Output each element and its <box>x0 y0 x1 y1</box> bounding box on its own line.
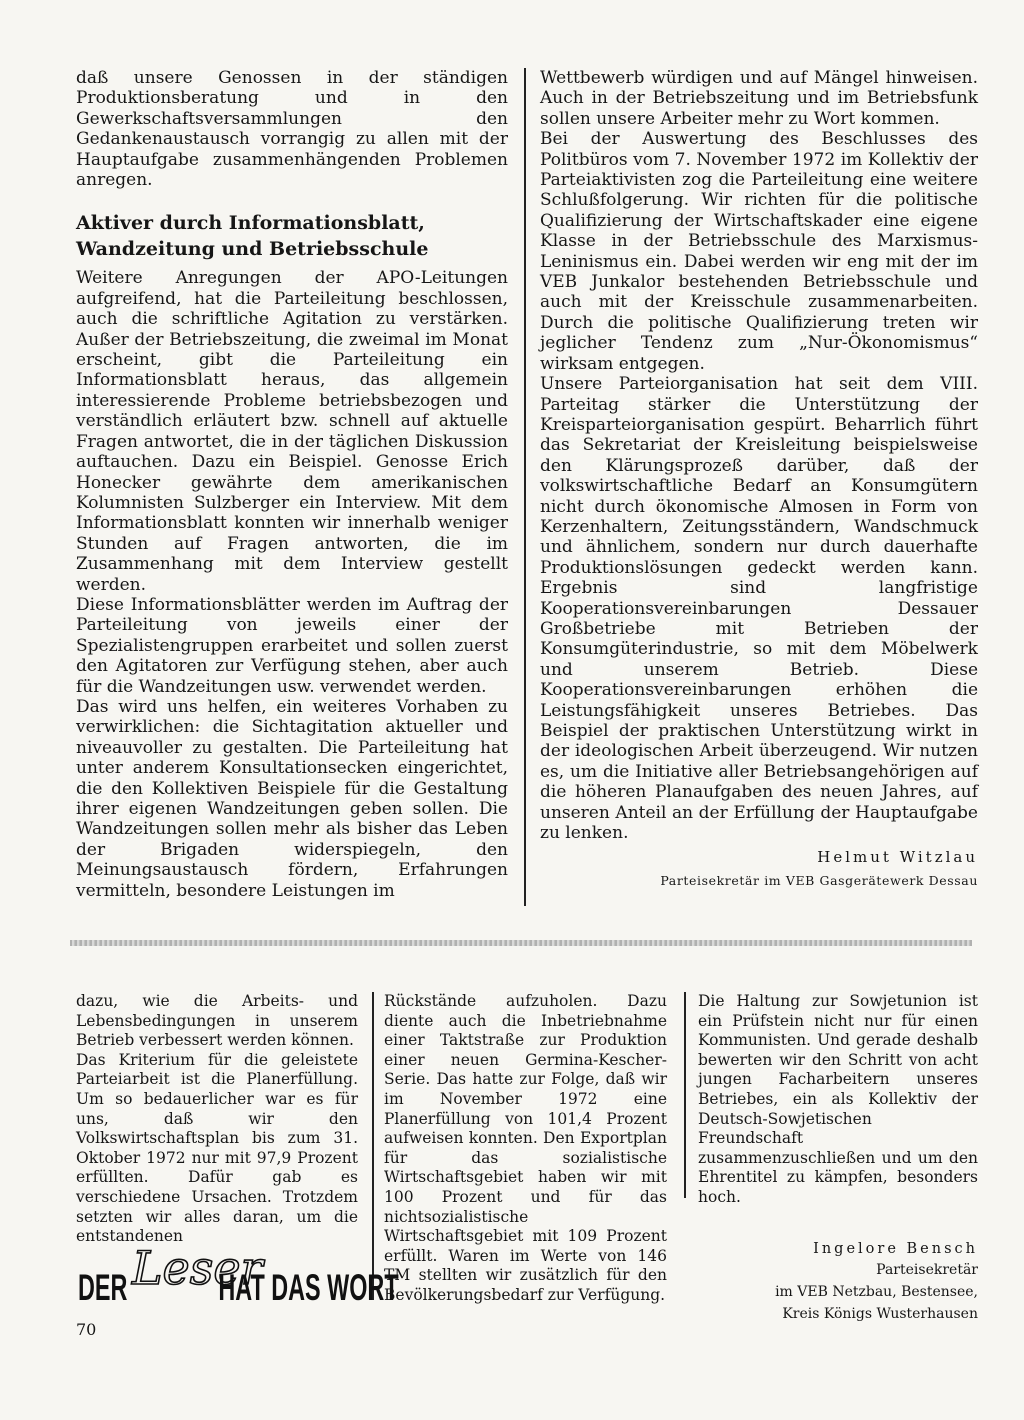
article-column-top-left <box>76 68 508 901</box>
paragraph: Die Haltung zur Sowjetunion ist ein Prüfstein nicht nur für einen Kommunisten. Und gerade deshalb bewerten wir den Schritt von acht jungen Facharbeitern unseres Betriebes, ein als Kollektiv der Deutsch-Sowjetischen Freundschaft zusammenzuschließen und um den Ehrentitel zu kämpfen, besonders hoch. <box>698 992 978 1206</box>
author-signature: Ingelore Bensch <box>813 1240 978 1257</box>
author-role: Parteisekretär im VEB Gasgerätewerk Dessau <box>660 872 978 888</box>
rubric-logo <box>78 1240 399 1309</box>
logo-text-script: Leser <box>132 1241 263 1295</box>
paragraph: Weitere Anregungen der APO-Leitungen aufgreifend, hat die Parteileitung beschlossen, auch die schriftliche Agitation zu verstärken. Außer der Betriebszeitung, die zweimal im Monat erscheint, gibt die Parteileitung ein Informationsblatt heraus, das allgemein interessierende Probleme betriebsbezogen und verständlich erläutert bzw. schnell auf aktuelle Fragen antwortet, die in der täglichen Diskussion auftauchen. Dazu ein Beispiel. Genosse Erich Honecker gewährte dem amerikanischen Kolumnisten Sulzberger ein Interview. Mit dem Informationsblatt konnten wir innerhalb weniger Stunden auf Fragen antworten, die im Zusammenhang mit dem Interview gestellt werden. <box>76 268 508 595</box>
paragraph: Wettbewerb würdigen und auf Mängel hinweisen. Auch in der Betriebszeitung und im Betriebsfunk sollen unsere Arbeiter mehr zu Wort kommen. <box>540 68 978 129</box>
article-column-bottom-1 <box>76 992 358 1247</box>
author-signature: Helmut Witzlau <box>817 848 978 867</box>
logo-text-left: DER <box>78 1266 128 1309</box>
section-heading-line: Wandzeitung und Betriebsschule <box>76 238 429 261</box>
column-divider <box>524 68 526 906</box>
paragraph: Das Kriterium für die geleistete Parteiarbeit ist die Planerfüllung. Um so bedauerlicher war es für uns, daß wir den Volkswirtschaftsplan bis zum 31. Oktober 1972 nur mit 97,9 Prozent erfüllten. Dafür gab es verschiedene Ursachen. Trotzdem setzten wir alles daran, um die entstandenen <box>76 1050 358 1246</box>
author-role: Parteisekretär <box>876 1262 978 1279</box>
paragraph: Bei der Auswertung des Beschlusses des Politbüros vom 7. November 1972 im Kollektiv der Parteiaktivisten zog die Parteileitung eine weitere Schlußfolgerung. Wir richten für die politische Qualifizierung der Wirtschaftskader eine eigene Klasse in der Betriebsschule des Marxismus-Leninismus ein. Dabei werden wir eng mit der im VEB Junkalor bestehenden Betriebsschule und auch mit der Kreisschule zusammenarbeiten. Durch die politische Qualifizierung treten wir jeglicher Tendenz zum „Nur-Ökonomismus“ wirksam entgegen. <box>540 129 978 374</box>
paragraph: Rückstände aufzuholen. Dazu diente auch die Inbetriebnahme einer Taktstraße zur Produktion einer neuen Germina-Kescher-Serie. Das hatte zur Folge, daß wir im November 1972 eine Planerfüllung von 101,4 Prozent aufweisen konnten. Den Exportplan für das sozialistische Wirtschaftsgebiet haben wir mit 100 Prozent und für das nichtsozialistische Wirtschaftsgebiet mit 109 Prozent erfüllt. Waren im Werte von 146 TM stellten wir zusätzlich für den Bevölkerungsbedarf zur Verfügung. <box>384 992 667 1304</box>
section-divider <box>70 940 972 946</box>
paragraph: Das wird uns helfen, ein weiteres Vorhaben zu verwirklichen: die Sichtagitation aktueller und niveauvoller zu gestalten. Die Parteileitung hat unter anderem Konsultationsecken eingerichtet, die den Kollektiven Beispiele für die Gestaltung ihrer eigenen Wandzeitungen geben sollen. Die Wandzeitungen sollen mehr als bisher das Leben der Brigaden widerspiegeln, den Meinungsaustausch fördern, Erfahrungen vermitteln, besondere Leistungen im <box>76 696 508 901</box>
paragraph: daß unsere Genossen in der ständigen Produktionsberatung und in den Gewerkschaftsversammlungen den Gedankenaustausch vorrangig zu allen mit der Hauptaufgabe zusammenhängenden Problemen anregen. <box>76 68 508 191</box>
paragraph: dazu, wie die Arbeits- und Lebensbedingungen in unserem Betrieb verbessert werden können. <box>76 992 358 1050</box>
section-heading-line: Aktiver durch Informationsblatt, <box>76 212 425 235</box>
paragraph: Diese Informationsblätter werden im Auftrag der Parteileitung von jeweils einer der Spezialistengruppen erarbeitet und sollen zuerst den Agitatoren zur Verfügung stehen, aber auch für die Wandzeitungen usw. verwendet werden. <box>76 594 508 697</box>
author-location: Kreis Königs Wusterhausen <box>782 1306 978 1323</box>
article-column-bottom-3 <box>698 992 978 1325</box>
column-divider <box>372 992 374 1300</box>
article-column-top-right <box>540 68 978 891</box>
column-divider <box>684 992 686 1198</box>
author-affiliation: im VEB Netzbau, Bestensee, <box>775 1284 978 1301</box>
section-heading <box>76 210 508 262</box>
paragraph: Unsere Parteiorganisation hat seit dem VIII. Parteitag stärker die Unterstützung der Kreisparteiorganisation gespürt. Beharrlich führt das Sekretariat der Kreisleitung beispielsweise den Klärungsprozeß darüber, daß der volkswirtschaftliche Bedarf an Konsumgütern nicht durch ökonomische Almosen in Form von Kerzenhaltern, Zeitungsständern, Wandschmuck und ähnlichem, sondern nur durch dauerhafte Produktionslösungen gedeckt werden kann. Ergebnis sind langfristige Kooperationsvereinbarungen Dessauer Großbetriebe mit Betrieben der Konsumgüterindustrie, so mit dem Möbelwerk und unserem Betrieb. Diese Kooperationsvereinbarungen erhöhen die Leistungsfähigkeit unseres Betriebes. Das Beispiel der praktischen Unterstützung wirkt in der ideologischen Arbeit überzeugend. Wir nutzen es, um die Initiative aller Betriebsangehörigen auf die höheren Planaufgaben des neuen Jahres, auf unseren Anteil an der Erfüllung der Hauptaufgabe zu lenken. <box>540 374 978 844</box>
page-number: 70 <box>76 1320 97 1339</box>
logo-text-right: HAT DAS WORT <box>218 1266 399 1309</box>
article-column-bottom-2 <box>384 992 667 1306</box>
